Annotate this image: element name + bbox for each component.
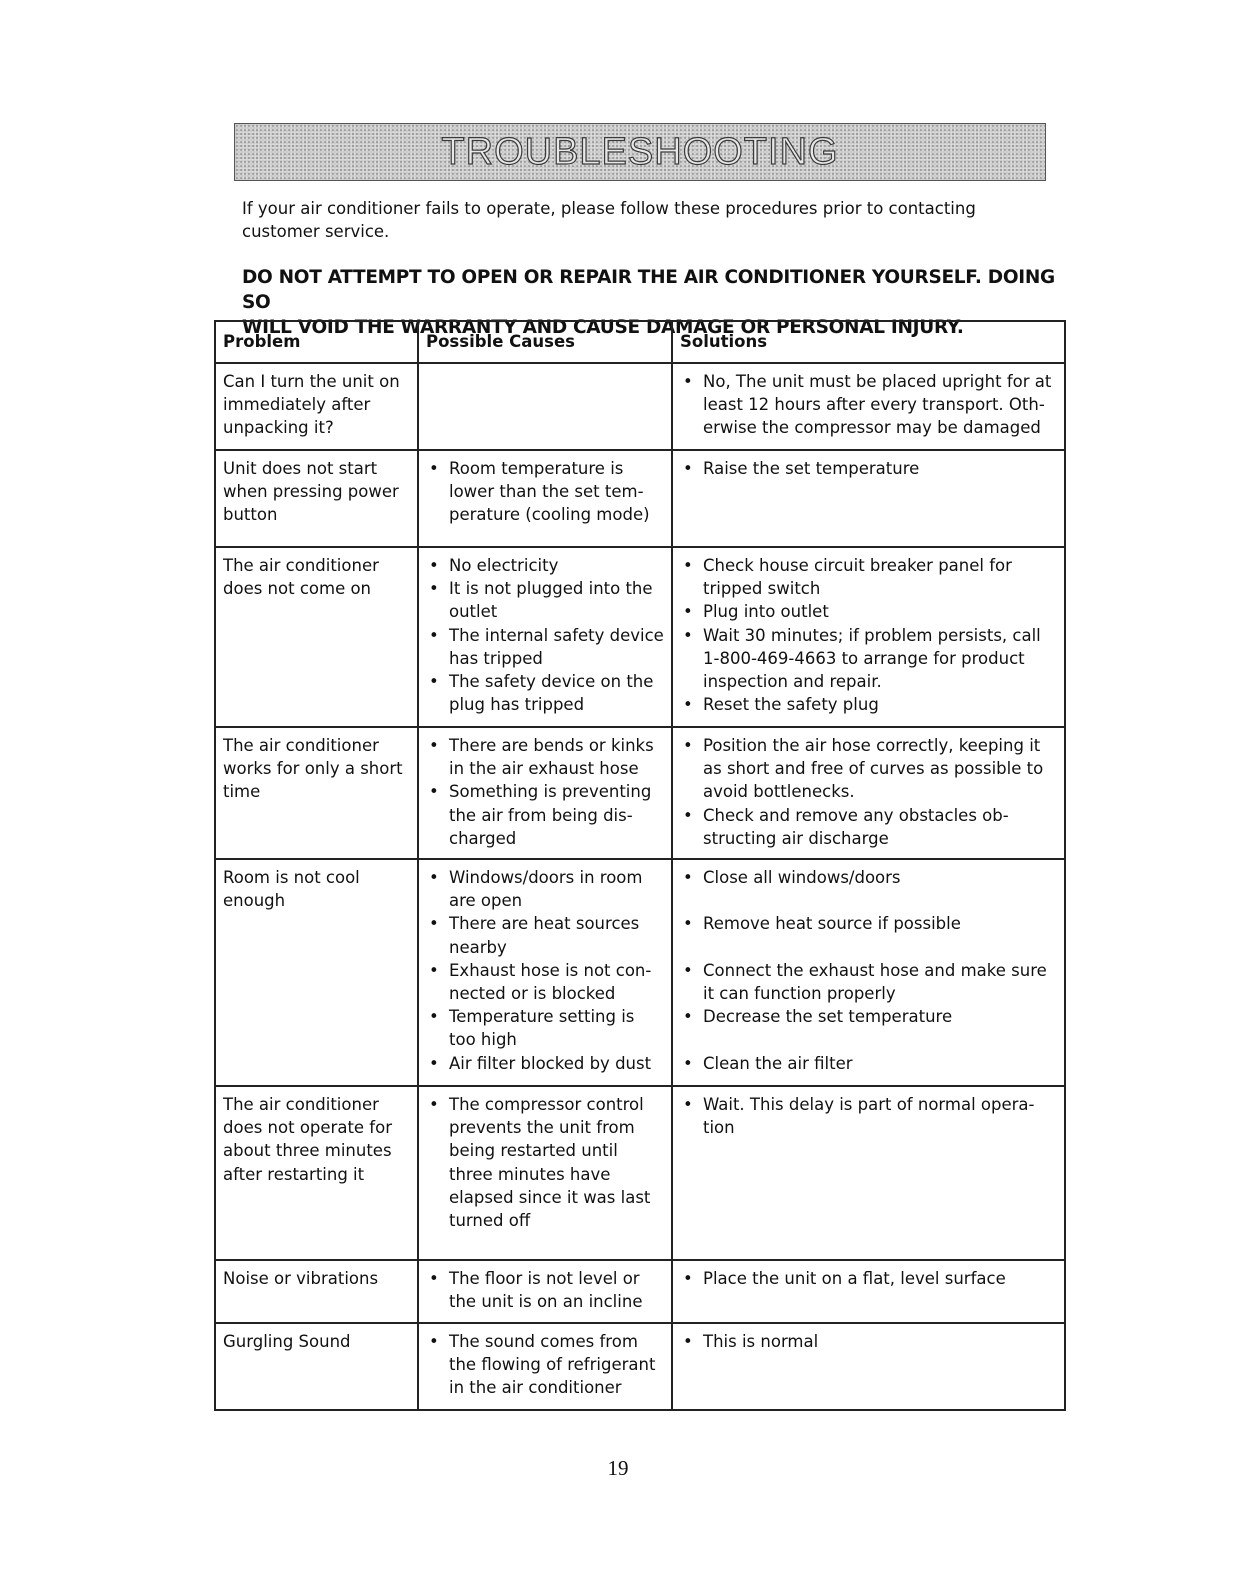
list-item: • Place the unit on a flat, level surface [680,1267,1057,1290]
list-item: • Air filter blocked by dust [426,1052,664,1075]
problem-cell: The air conditioner works for only a short time [215,727,418,859]
causes-cell [418,547,672,727]
troubleshooting-banner [234,123,1046,181]
causes-cell [418,363,672,450]
solutions-cell [672,1086,1065,1260]
page-number: 19 [607,1456,629,1480]
table-row [215,363,1065,450]
list-item: • Exhaust hose is not con-nected or is blocked [426,959,664,1005]
list-item: • This is normal [680,1330,1057,1353]
list-item: • There are heat sources nearby [426,912,664,958]
table-row [215,1086,1065,1260]
warning-line-1: DO NOT ATTEMPT TO OPEN OR REPAIR THE AIR CONDITIONER YOURSELF. DOING SO [242,267,1055,313]
table-row [215,727,1065,859]
list-item: • Wait 30 minutes; if problem persists, call 1-800-469-4663 to arrange for product inspection and repair. [680,624,1057,694]
list-item: • Check house circuit breaker panel for tripped switch [680,554,1057,600]
problem-cell: The air conditioner does not come on [215,547,418,727]
solutions-cell [672,547,1065,727]
problem-cell: Unit does not start when pressing power button [215,450,418,547]
table-header-row [215,321,1065,363]
causes-cell [418,450,672,547]
list-item: • Clean the air filter [680,1052,1057,1075]
problem-cell: Noise or vibrations [215,1260,418,1323]
list-item: • Remove heat source if possible [680,912,1057,935]
solutions-cell [672,363,1065,450]
list-item: • The compressor control prevents the unit from being restarted until three minutes have elapsed since it was last turned off [426,1093,664,1232]
list-item: • It is not plugged into the outlet [426,577,664,623]
list-item: • Windows/doors in room are open [426,866,664,912]
list-item: • Connect the exhaust hose and make sure it can function properly [680,959,1057,1005]
solutions-cell [672,727,1065,859]
solutions-cell [672,1323,1065,1410]
list-item: • The safety device on the plug has tripped [426,670,664,716]
solutions-cell [672,1260,1065,1323]
list-item: • The floor is not level or the unit is on an incline [426,1267,664,1313]
list-item: • Decrease the set temperature [680,1005,1057,1028]
problem-cell: The air conditioner does not operate for about three minutes after restarting it [215,1086,418,1260]
table-row [215,547,1065,727]
intro-paragraph: If your air conditioner fails to operate, please follow these procedures prior to contacting customer service. [242,199,976,241]
header-problem: Problem [215,321,418,363]
causes-cell [418,859,672,1086]
list-item: • The sound comes from the flowing of refrigerant in the air conditioner [426,1330,664,1400]
list-item: • There are bends or kinks in the air exhaust hose [426,734,664,780]
list-item: • Room temperature is lower than the set tem-perature (cooling mode) [426,457,664,527]
list-item: • Temperature setting is too high [426,1005,664,1051]
page-title: TROUBLESHOOTING [441,131,839,173]
table-row [215,1323,1065,1410]
table-row [215,450,1065,547]
table-row [215,1260,1065,1323]
problem-cell: Gurgling Sound [215,1323,418,1410]
causes-cell [418,1260,672,1323]
causes-cell [418,727,672,859]
list-item: • Close all windows/doors [680,866,1057,889]
table-row [215,859,1065,1086]
list-item: • No electricity [426,554,664,577]
list-item: • Wait. This delay is part of normal opera-tion [680,1093,1057,1139]
header-possible-causes: Possible Causes [418,321,672,363]
list-item: • No, The unit must be placed upright for at least 12 hours after every transport. Oth-erwise the compressor may be damaged [680,370,1057,440]
list-item: • Something is preventing the air from being dis-charged [426,780,664,850]
problem-cell: Room is not cool enough [215,859,418,1086]
list-item: • The internal safety device has tripped [426,624,664,670]
troubleshooting-table [214,320,1066,1411]
solutions-cell [672,450,1065,547]
list-item: • Position the air hose correctly, keeping it as short and free of curves as possible to avoid bottlenecks. [680,734,1057,804]
list-item: • Plug into outlet [680,600,1057,623]
solutions-cell [672,859,1065,1086]
list-item: • Raise the set temperature [680,457,1057,480]
header-solutions: Solutions [672,321,1065,363]
causes-cell [418,1323,672,1410]
warning-line-2: WILL VOID THE WARRANTY AND CAUSE DAMAGE OR PERSONAL INJURY. [242,317,964,338]
list-item: • Reset the safety plug [680,693,1057,716]
list-item: • Check and remove any obstacles ob-structing air discharge [680,804,1057,850]
problem-cell: Can I turn the unit on immediately after unpacking it? [215,363,418,450]
causes-cell [418,1086,672,1260]
